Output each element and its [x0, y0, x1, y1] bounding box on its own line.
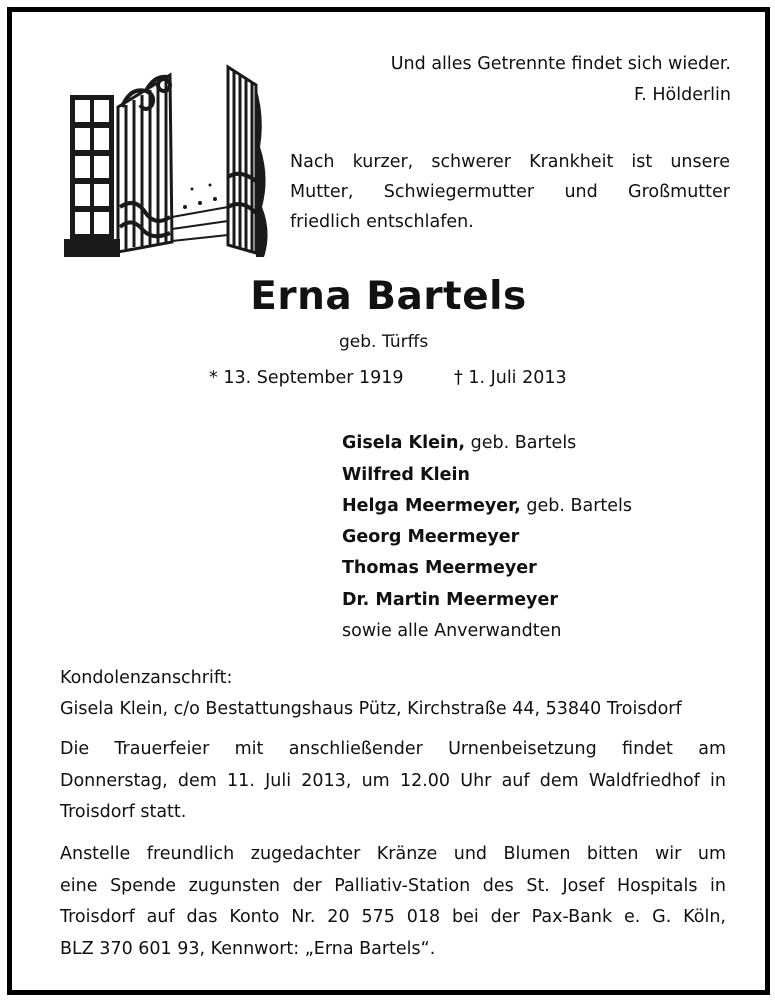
- donation-line: Troisdorf auf das Konto Nr. 20 575 018 bei der Pax-Bank e. G. Köln,: [60, 907, 726, 927]
- maiden-name: geb. Türffs: [339, 332, 429, 352]
- ceremony-line: Troisdorf statt.: [60, 802, 187, 822]
- survivor-entry: [342, 496, 632, 516]
- quote-text: Und alles Getrennte findet sich wieder.: [390, 54, 731, 74]
- survivor-entry: [342, 433, 576, 453]
- ceremony-line: Donnerstag, dem 11. Juli 2013, um 12.00 Uhr auf dem Waldfriedhof in: [60, 770, 726, 791]
- obituary-notice: [7, 7, 770, 995]
- death-date: † 1. Juli 2013: [454, 368, 567, 388]
- condolence-label: Kondolenzanschrift:: [60, 668, 233, 688]
- quote-author: F. Hölderlin: [634, 85, 731, 105]
- survivor-name: Wilfred Klein: [342, 465, 470, 485]
- survivor-entry: [342, 558, 537, 578]
- ceremony-line: Die Trauerfeier mit anschließender Urnenbeisetzung findet am: [60, 739, 726, 759]
- survivor-name: Dr. Martin Meermeyer: [342, 590, 558, 610]
- intro-paragraph: [290, 147, 730, 237]
- donation-line: Anstelle freundlich zugedachter Kränze und Blumen bitten wir um: [60, 844, 726, 864]
- donation-paragraph: [60, 839, 726, 965]
- survivor-entry: [342, 465, 470, 485]
- survivor-entry: [342, 590, 558, 610]
- survivor-entry: [342, 621, 561, 641]
- garden-gate-illustration: [60, 57, 272, 257]
- survivor-name: Georg Meermeyer: [342, 527, 520, 547]
- survivor-name: Thomas Meermeyer: [342, 558, 537, 578]
- condolence-address: Gisela Klein, c/o Bestattungshaus Pütz, Kirchstraße 44, 53840 Troisdorf: [60, 699, 682, 719]
- intro-line: Nach kurzer, schwerer Krankheit ist unsere: [290, 152, 730, 172]
- ceremony-paragraph: [60, 734, 726, 829]
- survivor-note: geb. Bartels: [465, 433, 577, 453]
- survivor-note: sowie alle Anverwandten: [342, 621, 562, 641]
- donation-line: BLZ 370 601 93, Kennwort: „Erna Bartels“.: [60, 938, 436, 959]
- intro-line: friedlich entschlafen.: [290, 212, 474, 232]
- birth-date: * 13. September 1919: [209, 368, 404, 388]
- survivor-entry: [342, 527, 519, 547]
- survivor-note: geb. Bartels: [520, 496, 633, 516]
- deceased-name: Erna Bartels: [250, 274, 527, 319]
- intro-line: Mutter, Schwiegermutter und Großmutter: [290, 182, 730, 202]
- survivor-name: Helga Meermeyer,: [342, 496, 521, 516]
- donation-line: eine Spende zugunsten der Palliativ-Station des St. Josef Hospitals in: [60, 875, 726, 896]
- survivor-name: Gisela Klein,: [342, 433, 466, 453]
